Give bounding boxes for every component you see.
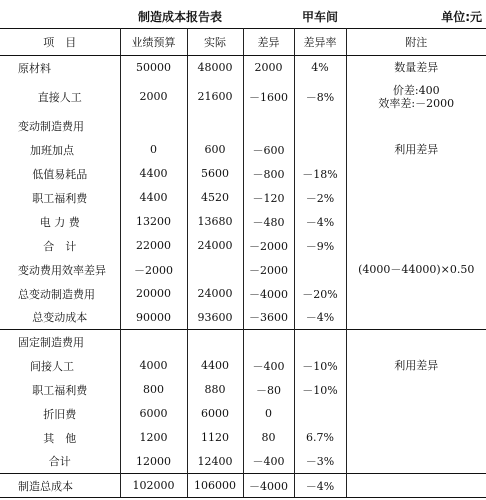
column-header-item: 项 目 bbox=[0, 29, 120, 56]
row-budget-cell: 22000 bbox=[120, 234, 187, 258]
row-note-cell bbox=[346, 450, 486, 474]
row-item-name: 折旧费 bbox=[0, 402, 120, 426]
row-note-cell bbox=[346, 80, 486, 114]
row-item-name: 电 力 费 bbox=[0, 210, 120, 234]
row-item-name: 固定制造费用 bbox=[0, 330, 120, 354]
column-header-rate: 差异率 bbox=[294, 29, 346, 56]
note-line: 数量差异 bbox=[394, 61, 439, 75]
row-item-name: 总变动成本 bbox=[0, 306, 120, 330]
row-rate-cell: －20% bbox=[294, 282, 346, 306]
unit-label: 单位:元 bbox=[441, 10, 482, 24]
row-budget-cell: 4000 bbox=[120, 354, 187, 378]
row-actual-cell: 5600 bbox=[187, 162, 243, 186]
row-rate-cell: －10% bbox=[294, 354, 346, 378]
row-diff-cell: －480 bbox=[243, 210, 294, 234]
column-header-actual: 实际 bbox=[187, 29, 243, 56]
row-item-name: 加班加点 bbox=[0, 138, 120, 162]
report-title: 制造成本报告表 bbox=[138, 10, 223, 24]
row-actual-cell: 24000 bbox=[187, 234, 243, 258]
row-rate-cell: －4% bbox=[294, 210, 346, 234]
row-diff-cell bbox=[243, 114, 294, 138]
row-diff-cell: －400 bbox=[243, 354, 294, 378]
note-line: 利用差异 bbox=[394, 359, 439, 372]
row-budget-cell: 4400 bbox=[120, 162, 187, 186]
row-rate-cell: －3% bbox=[294, 450, 346, 474]
row-diff-cell: －3600 bbox=[243, 306, 294, 330]
row-rate-cell: －4% bbox=[294, 474, 346, 498]
row-budget-cell: 102000 bbox=[120, 474, 187, 498]
row-rate-cell: －10% bbox=[294, 378, 346, 402]
row-rate-cell: 6.7% bbox=[294, 426, 346, 450]
row-rate-cell bbox=[294, 402, 346, 426]
row-diff-cell: 80 bbox=[243, 426, 294, 450]
row-actual-cell: 4520 bbox=[187, 186, 243, 210]
row-budget-cell: 1200 bbox=[120, 426, 187, 450]
row-actual-cell: 12400 bbox=[187, 450, 243, 474]
row-rate-cell bbox=[294, 330, 346, 354]
table-row bbox=[0, 258, 486, 282]
row-note-cell bbox=[346, 56, 486, 80]
table-row bbox=[0, 234, 486, 258]
row-rate-cell: －9% bbox=[294, 234, 346, 258]
row-actual-cell: 24000 bbox=[187, 282, 243, 306]
row-budget-cell bbox=[120, 114, 187, 138]
table-row bbox=[0, 306, 486, 330]
note-line: 价差:400 bbox=[392, 83, 440, 97]
row-rate-cell: －2% bbox=[294, 186, 346, 210]
row-rate-cell: 4% bbox=[294, 56, 346, 80]
row-note-cell bbox=[346, 330, 486, 354]
row-item-name: 合计 bbox=[0, 450, 120, 474]
row-actual-cell bbox=[187, 330, 243, 354]
row-rate-cell bbox=[294, 138, 346, 162]
row-note-cell bbox=[346, 426, 486, 450]
row-diff-cell: －400 bbox=[243, 450, 294, 474]
row-actual-cell: 880 bbox=[187, 378, 243, 402]
table-row bbox=[0, 282, 486, 306]
row-budget-cell: 13200 bbox=[120, 210, 187, 234]
table-row bbox=[0, 474, 486, 498]
row-budget-cell bbox=[120, 330, 187, 354]
table-row bbox=[0, 162, 486, 186]
row-item-name: 直接人工 bbox=[0, 80, 120, 114]
row-note-cell bbox=[346, 282, 486, 306]
row-rate-cell bbox=[294, 258, 346, 282]
row-budget-cell: 2000 bbox=[120, 80, 187, 114]
row-diff-cell: －4000 bbox=[243, 282, 294, 306]
note-line: (4000－44000)×0.50 bbox=[358, 263, 475, 276]
table-row bbox=[0, 114, 486, 138]
row-actual-cell bbox=[187, 258, 243, 282]
row-actual-cell: 600 bbox=[187, 138, 243, 162]
header-row bbox=[0, 29, 486, 56]
table-row bbox=[0, 402, 486, 426]
row-budget-cell: 20000 bbox=[120, 282, 187, 306]
row-note-cell bbox=[346, 210, 486, 234]
row-rate-cell bbox=[294, 114, 346, 138]
table-row bbox=[0, 330, 486, 354]
table-row bbox=[0, 450, 486, 474]
row-budget-cell: 0 bbox=[120, 138, 187, 162]
row-budget-cell: －2000 bbox=[120, 258, 187, 282]
row-budget-cell: 800 bbox=[120, 378, 187, 402]
row-note-cell bbox=[346, 162, 486, 186]
table-row bbox=[0, 138, 486, 162]
department-label: 甲车间 bbox=[302, 10, 339, 24]
row-item-name: 变动制造费用 bbox=[0, 114, 120, 138]
note-line: 利用差异 bbox=[394, 143, 439, 156]
row-budget-cell: 4400 bbox=[120, 186, 187, 210]
table-row bbox=[0, 186, 486, 210]
row-diff-cell: －600 bbox=[243, 138, 294, 162]
row-note-cell bbox=[346, 474, 486, 498]
row-note-cell bbox=[346, 378, 486, 402]
row-budget-cell: 6000 bbox=[120, 402, 187, 426]
row-item-name: 制造总成本 bbox=[0, 474, 120, 498]
row-rate-cell: －4% bbox=[294, 306, 346, 330]
row-item-name: 低值易耗品 bbox=[0, 162, 120, 186]
row-note-cell bbox=[346, 234, 486, 258]
row-budget-cell: 50000 bbox=[120, 56, 187, 80]
row-budget-cell: 90000 bbox=[120, 306, 187, 330]
row-item-name: 职工福利费 bbox=[0, 186, 120, 210]
column-header-diff: 差异 bbox=[243, 29, 294, 56]
row-item-name: 间接人工 bbox=[0, 354, 120, 378]
column-header-note: 附注 bbox=[346, 29, 486, 56]
cost-report-table bbox=[0, 28, 486, 498]
row-actual-cell: 106000 bbox=[187, 474, 243, 498]
row-actual-cell: 13680 bbox=[187, 210, 243, 234]
row-actual-cell: 1120 bbox=[187, 426, 243, 450]
row-diff-cell: 2000 bbox=[243, 56, 294, 80]
table-row bbox=[0, 56, 486, 80]
column-header-budget: 业绩预算 bbox=[120, 29, 187, 56]
table-row bbox=[0, 426, 486, 450]
row-diff-cell: －1600 bbox=[243, 80, 294, 114]
report-header bbox=[0, 0, 486, 30]
row-note-cell bbox=[346, 114, 486, 138]
row-actual-cell bbox=[187, 114, 243, 138]
row-actual-cell: 6000 bbox=[187, 402, 243, 426]
row-note-cell bbox=[346, 138, 486, 162]
row-note-cell bbox=[346, 306, 486, 330]
row-diff-cell: 0 bbox=[243, 402, 294, 426]
row-item-name: 职工福利费 bbox=[0, 378, 120, 402]
row-item-name: 变动费用效率差异 bbox=[0, 258, 120, 282]
row-diff-cell: －80 bbox=[243, 378, 294, 402]
row-diff-cell: －800 bbox=[243, 162, 294, 186]
row-item-name: 合 计 bbox=[0, 234, 120, 258]
row-item-name: 其 他 bbox=[0, 426, 120, 450]
table-row bbox=[0, 80, 486, 114]
row-item-name: 原材料 bbox=[0, 56, 120, 80]
row-diff-cell: －2000 bbox=[243, 258, 294, 282]
row-actual-cell: 48000 bbox=[187, 56, 243, 80]
row-actual-cell: 21600 bbox=[187, 80, 243, 114]
table-row bbox=[0, 354, 486, 378]
table-row bbox=[0, 378, 486, 402]
row-diff-cell: －120 bbox=[243, 186, 294, 210]
table-row bbox=[0, 210, 486, 234]
row-diff-cell bbox=[243, 330, 294, 354]
row-diff-cell: －2000 bbox=[243, 234, 294, 258]
row-diff-cell: －4000 bbox=[243, 474, 294, 498]
row-actual-cell: 93600 bbox=[187, 306, 243, 330]
row-note-cell bbox=[346, 186, 486, 210]
row-note-cell bbox=[346, 402, 486, 426]
row-actual-cell: 4400 bbox=[187, 354, 243, 378]
row-note-cell bbox=[346, 258, 486, 282]
row-item-name: 总变动制造费用 bbox=[0, 282, 120, 306]
row-rate-cell: －8% bbox=[294, 80, 346, 114]
row-budget-cell: 12000 bbox=[120, 450, 187, 474]
row-rate-cell: －18% bbox=[294, 162, 346, 186]
row-note-cell bbox=[346, 354, 486, 378]
note-line: 效率差:－2000 bbox=[378, 96, 455, 110]
